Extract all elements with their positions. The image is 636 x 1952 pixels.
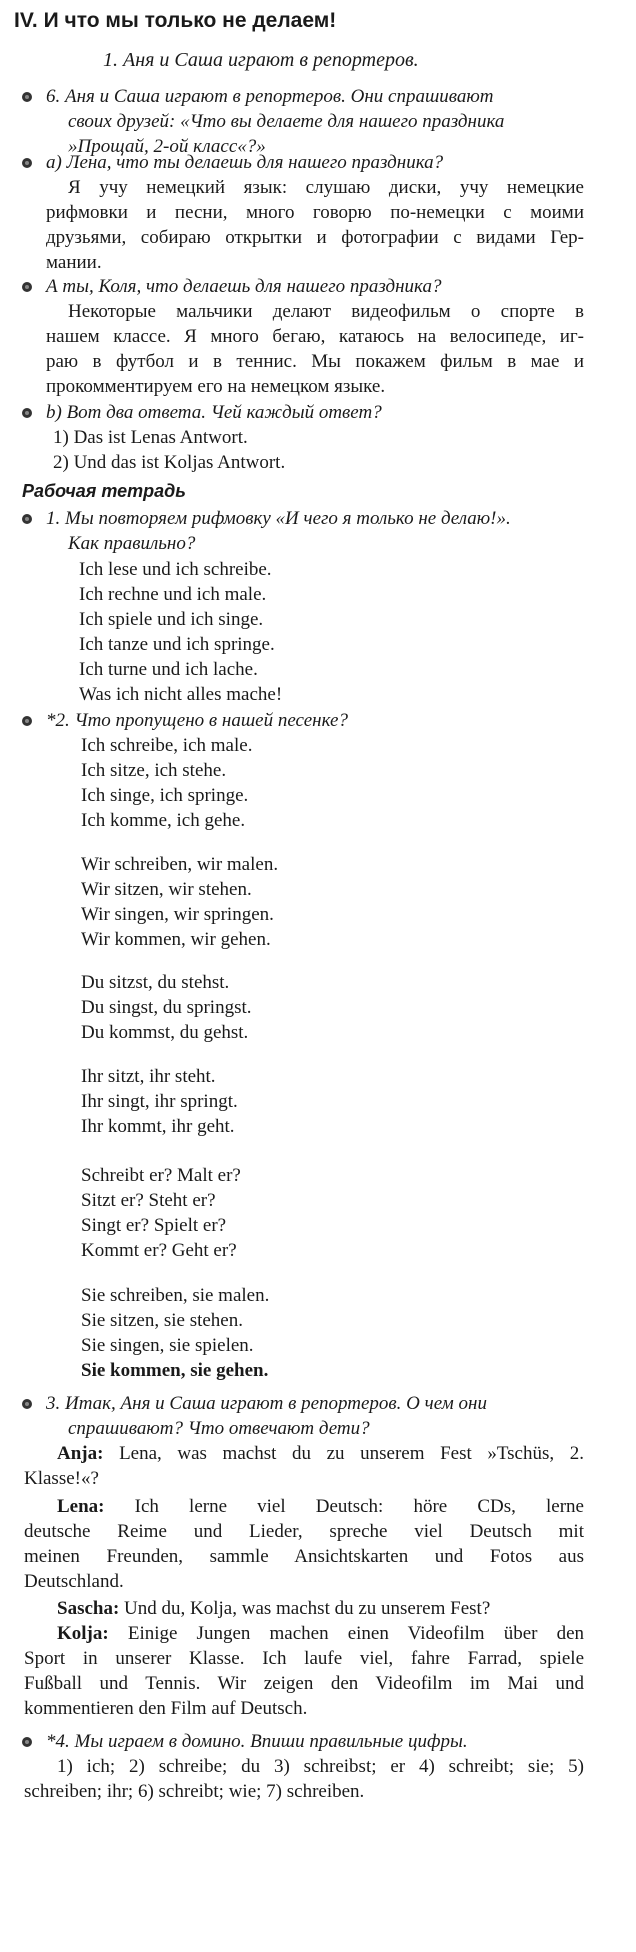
- task-6-line-1: 6. Аня и Саша играют в репортеров. Они спрашивают: [46, 86, 494, 107]
- task-6-line-3: »Прощай, 2-ой класс«?»: [68, 136, 266, 157]
- dialogue-sascha-line: [57, 1596, 490, 1621]
- speaker-lena: Lena:: [57, 1496, 105, 1517]
- speaker-sascha: Sascha:: [57, 1598, 120, 1619]
- task-bullet-icon: [22, 158, 32, 168]
- task-6b-answer-1: 1) Das ist Lenas Antwort.: [53, 427, 248, 448]
- wb2-poem-line: Wir singen, wir springen.: [81, 904, 274, 925]
- wb1-line-1: 1. Мы повторяем рифмовку «И чего я только не делаю!».: [46, 508, 511, 529]
- wb1-poem-line: Ich lese und ich schreibe.: [79, 559, 272, 580]
- task-6a-answer-line-1: Я учу немецкий язык: слушаю диски, учу немецкие: [68, 177, 584, 198]
- dialogue-lena-line-1: [57, 1494, 584, 1519]
- wb1-poem-line: Was ich nicht alles mache!: [79, 684, 283, 705]
- wb2-poem-line: Wir kommen, wir gehen.: [81, 929, 271, 950]
- wb2-poem-line: Du singst, du springst.: [81, 997, 252, 1018]
- wb2-poem-line: Kommt er? Geht er?: [81, 1240, 237, 1261]
- wb2-poem-line: Singt er? Spielt er?: [81, 1215, 227, 1236]
- wb2-poem-line: Schreibt er? Malt er?: [81, 1165, 241, 1186]
- task-6a-answer-line-4: мании.: [46, 252, 102, 273]
- wb4-answer-line-2: schreiben; ihr; 6) schreibt; wie; 7) schreiben.: [24, 1781, 365, 1802]
- wb2-poem-line: Sie schreiben, sie malen.: [81, 1285, 270, 1306]
- wb2-poem-final-line: Sie kommen, sie gehen.: [81, 1360, 269, 1381]
- wb4-answer-line-1: 1) ich; 2) schreibe; du 3) schreibst; er 4) schreibt; sie; 5): [57, 1756, 584, 1777]
- speaker-kolja: Kolja:: [57, 1623, 109, 1644]
- task-bullet-icon: [22, 1399, 32, 1409]
- wb2-poem-line: Ihr singt, ihr springt.: [81, 1091, 238, 1112]
- wb3-line-2: спрашивают? Что отвечают дети?: [68, 1418, 370, 1439]
- dialogue-kolja-line-2: Sport in unserer Klasse. Ich laufe viel, fahre Farrad, spiele: [24, 1648, 584, 1669]
- wb2-poem-line: Ich sitze, ich stehe.: [81, 760, 227, 781]
- task-kolya-answer-line-3: раю в футбол и в теннис. Мы покажем фильм в мае и: [46, 351, 584, 372]
- task-bullet-icon: [22, 514, 32, 524]
- task-6a-answer-line-2: рифмовки и песни, много говорю по-немецки с моими: [46, 202, 584, 223]
- task-6b-answer-2: 2) Und das ist Koljas Antwort.: [53, 452, 286, 473]
- task-kolya-answer-line-2: нашем классе. Я много бегаю, катаюсь на велосипеде, иг-: [46, 326, 584, 347]
- task-bullet-icon: [22, 408, 32, 418]
- lesson-title: 1. Аня и Саша играют в репортеров.: [103, 49, 419, 71]
- wb2-poem-line: Wir sitzen, wir stehen.: [81, 879, 252, 900]
- dialogue-text: Ich lerne viel Deutsch: höre CDs, lerne: [134, 1496, 584, 1517]
- wb1-line-2: Как правильно?: [68, 533, 196, 554]
- task-bullet-icon: [22, 1737, 32, 1747]
- wb2-poem-line: Du kommst, du gehst.: [81, 1022, 249, 1043]
- task-6b-question: b) Вот два ответа. Чей каждый ответ?: [46, 402, 382, 423]
- task-bullet-icon: [22, 716, 32, 726]
- wb2-poem-line: Sie sitzen, sie stehen.: [81, 1310, 243, 1331]
- wb2-poem-line: Ich singe, ich springe.: [81, 785, 249, 806]
- wb1-poem-line: Ich tanze und ich springe.: [79, 634, 275, 655]
- wb2-poem-line: Ihr sitzt, ihr steht.: [81, 1066, 216, 1087]
- task-bullet-icon: [22, 92, 32, 102]
- dialogue-text: Lena, was machst du zu unserem Fest »Tschüs, 2.: [119, 1443, 584, 1464]
- task-bullet-icon: [22, 282, 32, 292]
- task-6a-question: а) Лена, что ты делаешь для нашего праздника?: [46, 152, 444, 173]
- wb4-question: *4. Мы играем в домино. Впиши правильные цифры.: [46, 1731, 468, 1752]
- task-6a-answer-line-3: друзьями, собираю открытки и фотографии с видами Гер-: [46, 227, 584, 248]
- dialogue-lena-line-3: meinen Freunden, sammle Ansichtskarten und Fotos aus: [24, 1546, 584, 1567]
- dialogue-anja-line-2: Klasse!«?: [24, 1468, 99, 1489]
- dialogue-kolja-line-4: kommentieren den Film auf Deutsch.: [24, 1698, 308, 1719]
- wb2-poem-line: Du sitzst, du stehst.: [81, 972, 230, 993]
- wb2-question: *2. Что пропущено в нашей песенке?: [46, 710, 348, 731]
- dialogue-text: Einige Jungen machen einen Videofilm über den: [127, 1623, 585, 1644]
- dialogue-text: Und du, Kolja, was machst du zu unserem Fest?: [124, 1598, 491, 1619]
- wb2-poem-line: Ihr kommt, ihr geht.: [81, 1116, 235, 1137]
- dialogue-lena-line-4: Deutschland.: [24, 1571, 124, 1592]
- wb2-poem-line: Sie singen, sie spielen.: [81, 1335, 254, 1356]
- task-kolya-question: А ты, Коля, что делаешь для нашего праздника?: [46, 276, 442, 297]
- wb1-poem-line: Ich turne und ich lache.: [79, 659, 258, 680]
- task-kolya-answer-line-4: прокомментируем его на немецком языке.: [46, 376, 386, 397]
- wb2-poem-line: Sitzt er? Steht er?: [81, 1190, 216, 1211]
- wb3-line-1: 3. Итак, Аня и Саша играют в репортеров. О чем они: [46, 1393, 487, 1414]
- workbook-heading: Рабочая тетрадь: [22, 481, 186, 501]
- speaker-anja: Anja:: [57, 1443, 104, 1464]
- wb2-poem-line: Ich komme, ich gehe.: [81, 810, 246, 831]
- wb2-poem-line: Ich schreibe, ich male.: [81, 735, 253, 756]
- section-title: IV. И что мы только не делаем!: [14, 9, 337, 32]
- dialogue-lena-line-2: deutsche Reime und Lieder, spreche viel Deutsch mit: [24, 1521, 584, 1542]
- dialogue-kolja-line-3: Fußball und Tennis. Wir zeigen den Videofilm im Mai und: [24, 1673, 584, 1694]
- task-6-line-2: своих друзей: «Что вы делаете для нашего праздника: [68, 111, 505, 132]
- dialogue-kolja-line-1: [57, 1621, 584, 1646]
- wb2-poem-line: Wir schreiben, wir malen.: [81, 854, 279, 875]
- dialogue-anja-line-1: [57, 1441, 584, 1466]
- task-kolya-answer-line-1: Некоторые мальчики делают видеофильм о спорте в: [68, 301, 584, 322]
- wb1-poem-line: Ich rechne und ich male.: [79, 584, 267, 605]
- wb1-poem-line: Ich spiele und ich singe.: [79, 609, 264, 630]
